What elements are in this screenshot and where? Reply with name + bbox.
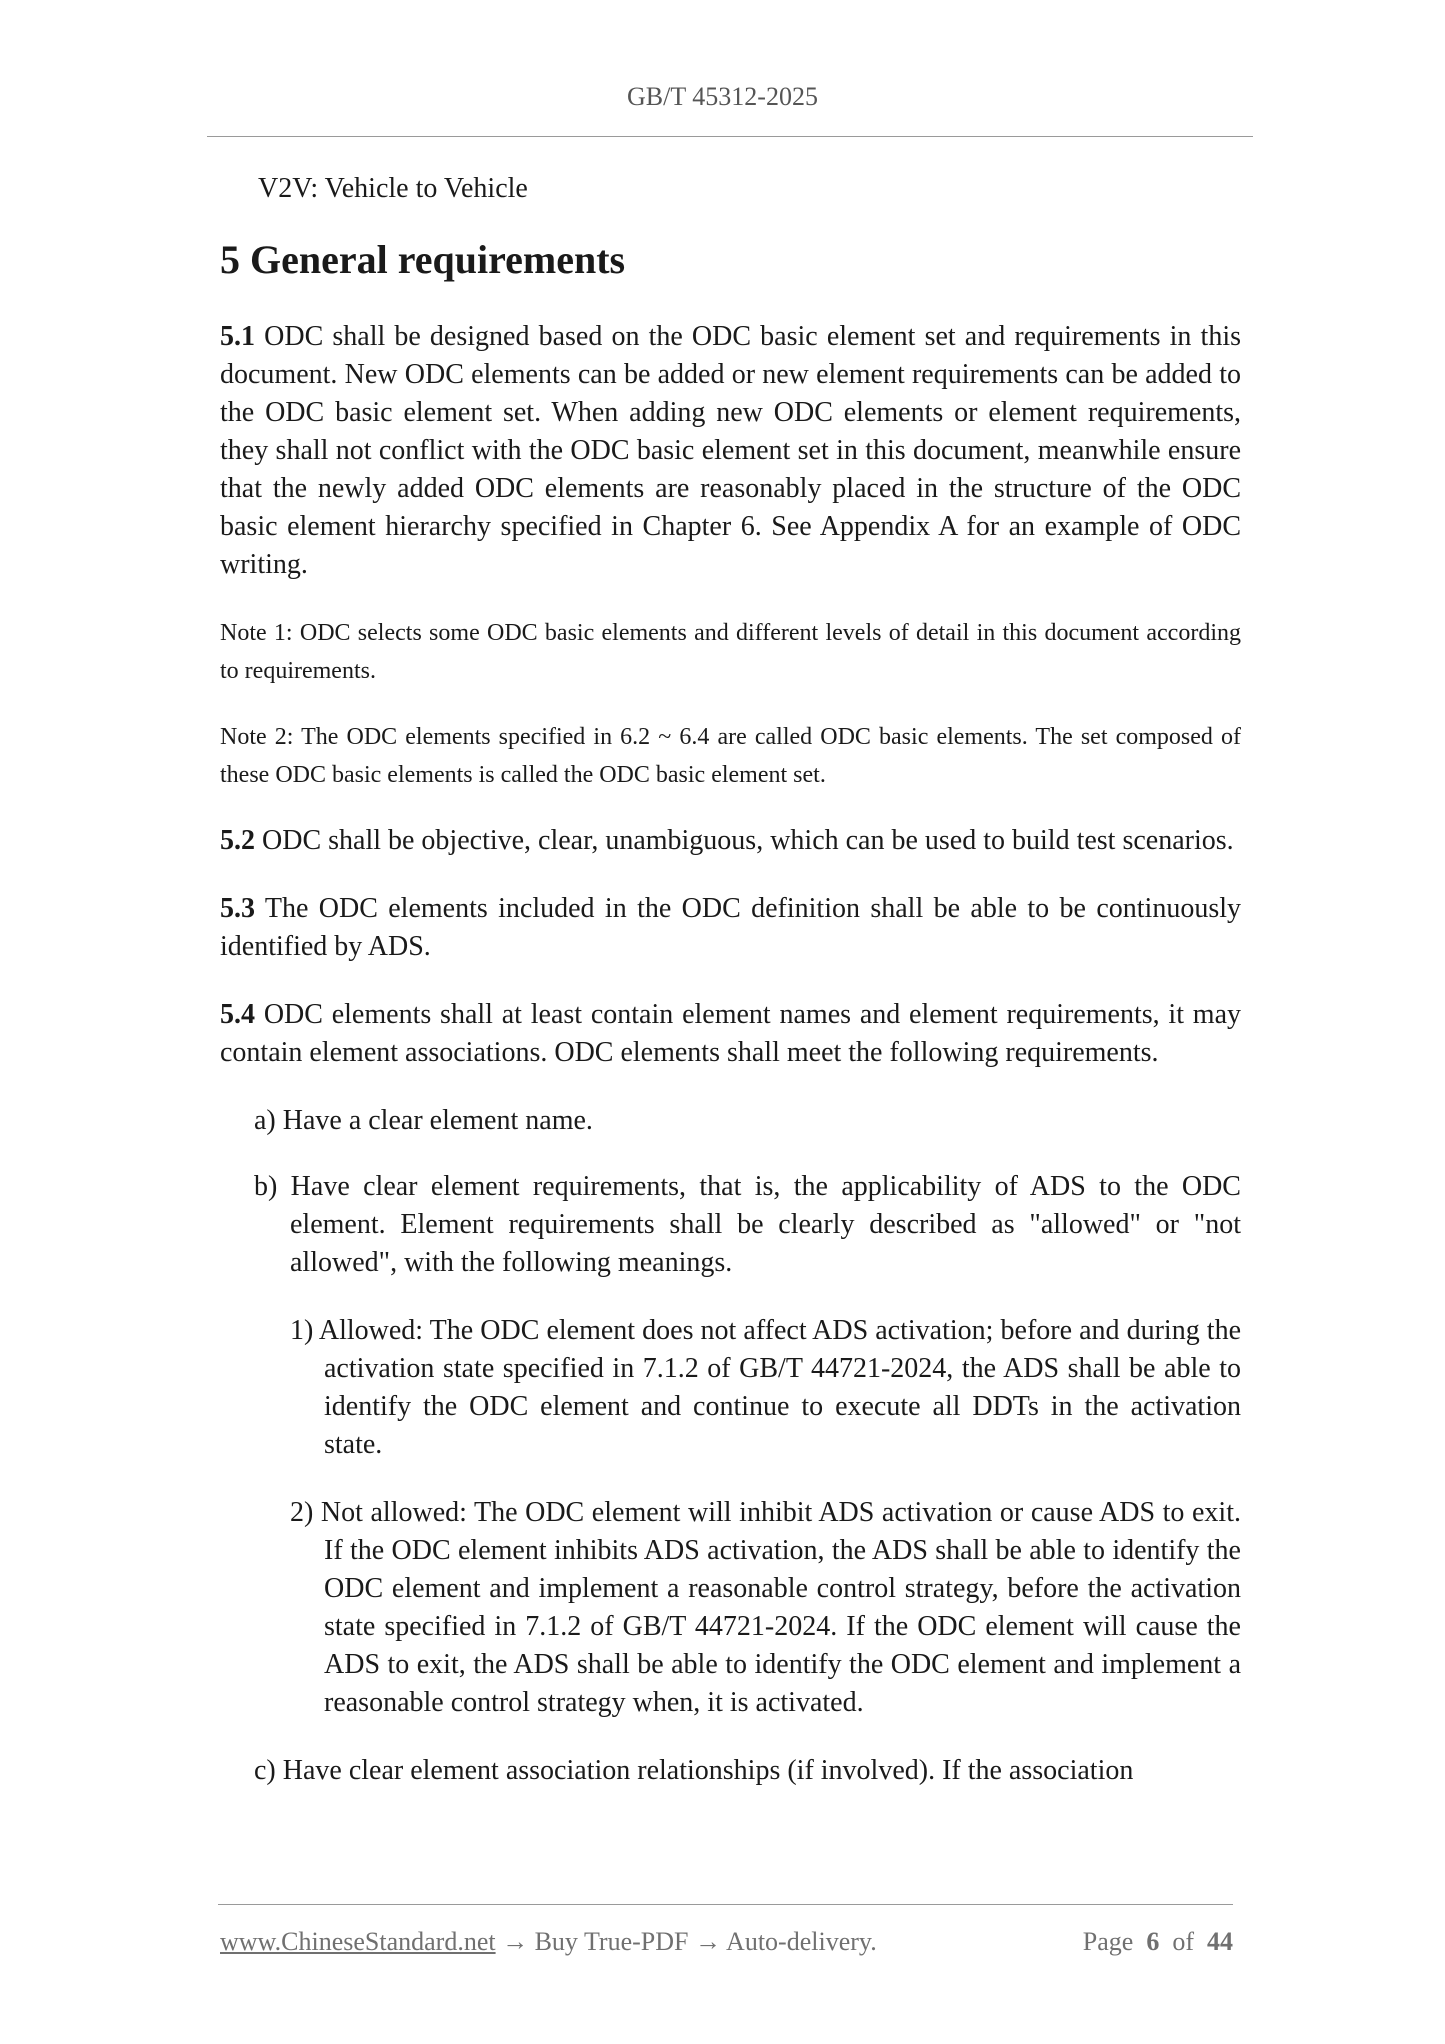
clause-number: 5.4 xyxy=(220,999,255,1030)
page-indicator xyxy=(1083,1925,1233,1959)
list-item-b-1: 1) Allowed: The ODC element does not affect ADS activation; before and during the activation state specified in 7.1.2 of GB/T 44721-2024, the ADS shall be able to identify the ODC element and continue to execute all DDTs in the activation state. xyxy=(290,1315,1241,1460)
list-item-c: c) Have clear element association relationships (if involved). If the association xyxy=(254,1755,1134,1786)
clause-text: ODC shall be designed based on the ODC basic element set and requirements in this document. New ODC elements can be added or new element requirements can be added to the ODC basic element set. When adding new ODC elements or element requirements, they shall not conflict with the ODC basic element set in this document, meanwhile ensure that the newly added ODC elements are reasonably placed in the structure of the ODC basic element hierarchy specified in Chapter 6. See Appendix A for an example of ODC writing. xyxy=(220,321,1241,580)
list-item-b-2: 2) Not allowed: The ODC element will inhibit ADS activation or cause ADS to exit. If the ODC element inhibits ADS activation, the ADS shall be able to identify the ODC element and implement a reasonable control strategy, before the activation state specified in 7.1.2 of GB/T 44721-2024. If the ODC element will cause the ADS to exit, the ADS shall be able to identify the ODC element and implement a reasonable control strategy when, it is activated. xyxy=(290,1497,1241,1718)
footer-promo xyxy=(220,1925,877,1959)
page-content xyxy=(220,170,1241,1790)
footer-promo-text: → Buy True-PDF → Auto-delivery. xyxy=(495,1927,877,1956)
clause-5-1 xyxy=(220,318,1241,584)
page-of-label: of xyxy=(1172,1927,1194,1956)
clause-number: 5.3 xyxy=(220,893,255,924)
document-code-header: GB/T 45312-2025 xyxy=(627,82,818,111)
note-1: Note 1: ODC selects some ODC basic elements and different levels of detail in this document according to requirements. xyxy=(220,620,1241,684)
note-2: Note 2: The ODC elements specified in 6.2 ~ 6.4 are called ODC basic elements. The set composed of these ODC basic elements is called the ODC basic element set. xyxy=(220,724,1241,788)
header-divider xyxy=(207,136,1253,137)
page-label: Page xyxy=(1082,1927,1134,1956)
clause-number: 5.2 xyxy=(220,825,255,856)
total-pages-number: 44 xyxy=(1207,1927,1233,1956)
list-item-b: b) Have clear element requirements, that is, the applicability of ADS to the ODC element. Element requirements shall be clearly described as "allowed" or "not allowed", with the following meanings. xyxy=(254,1171,1241,1278)
clause-text: ODC elements shall at least contain element names and element requirements, it may contain element associations. ODC elements shall meet the following requirements. xyxy=(220,999,1242,1068)
section-heading: 5 General requirements xyxy=(220,237,626,282)
clause-text: The ODC elements included in the ODC definition shall be able to be continuously identified by ADS. xyxy=(220,893,1242,962)
clause-5-4 xyxy=(220,996,1241,1072)
abbreviation-v2v: V2V: Vehicle to Vehicle xyxy=(258,173,528,204)
clause-number: 5.1 xyxy=(220,321,255,352)
clause-5-2 xyxy=(220,822,1241,860)
clause-5-3 xyxy=(220,890,1241,966)
website-link[interactable]: www.ChineseStandard.net xyxy=(220,1927,496,1956)
list-item-a: a) Have a clear element name. xyxy=(254,1105,593,1136)
footer-divider xyxy=(218,1904,1233,1905)
clause-text: ODC shall be objective, clear, unambiguous, which can be used to build test scenarios. xyxy=(262,825,1234,856)
current-page-number: 6 xyxy=(1146,1927,1160,1956)
